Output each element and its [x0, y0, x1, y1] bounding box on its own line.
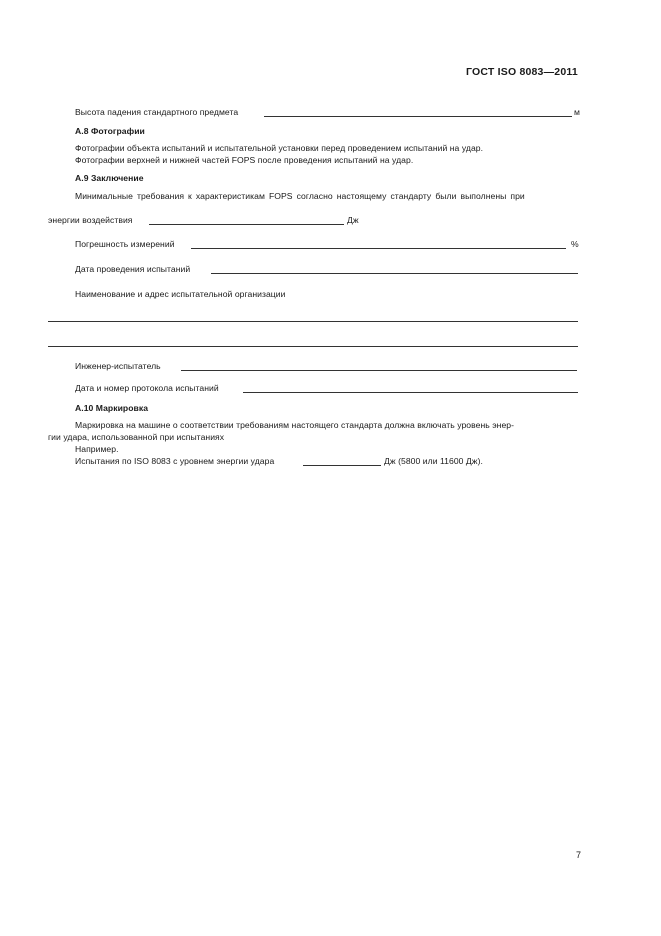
marking-example-suffix: Дж (5800 или 11600 Дж).: [384, 456, 483, 466]
impact-energy-field[interactable]: [149, 224, 344, 225]
marking-line-2: гии удара, использованной при испытаниях: [48, 432, 225, 442]
measurement-error-field[interactable]: [191, 248, 566, 249]
section-marking-heading: А.10 Маркировка: [75, 403, 149, 413]
conclusion-line-1: Минимальные требования к характеристикам FOPS согласно настоящему стандарту были выполнены при: [75, 191, 525, 201]
measurement-error-label: Погрешность измерений: [75, 239, 175, 249]
protocol-field[interactable]: [243, 392, 578, 393]
drop-height-unit: м: [574, 107, 580, 117]
document-standard-header: ГОСТ ISO 8083—2011: [466, 66, 578, 78]
marking-line-1: Маркировка на машине о соответствии требованиям настоящего стандарта должна включать уровень энер-: [75, 420, 515, 430]
test-org-field-line-1[interactable]: [48, 321, 578, 322]
photos-line-2: Фотографии верхней и нижней частей FOPS после проведения испытаний на удар.: [75, 155, 414, 165]
protocol-label: Дата и номер протокола испытаний: [75, 383, 219, 393]
test-org-label: Наименование и адрес испытательной организации: [75, 289, 286, 299]
section-photos-heading: А.8 Фотографии: [75, 126, 145, 136]
section-conclusion-heading: А.9 Заключение: [75, 173, 144, 183]
test-engineer-label: Инженер-испытатель: [75, 361, 161, 371]
drop-height-label: Высота падения стандартного предмета: [75, 107, 239, 117]
marking-example-prefix: Испытания по ISO 8083 с уровнем энергии удара: [75, 456, 275, 466]
photos-line-1: Фотографии объекта испытаний и испытательной установки перед проведением испытаний на удар.: [75, 143, 484, 153]
drop-height-field[interactable]: [264, 116, 572, 117]
test-engineer-field[interactable]: [181, 370, 577, 371]
impact-energy-unit: Дж: [347, 215, 359, 225]
test-date-field[interactable]: [211, 273, 578, 274]
measurement-error-unit: %: [571, 239, 579, 249]
marking-line-3: Например.: [75, 444, 119, 454]
test-date-label: Дата проведения испытаний: [75, 264, 191, 274]
marking-energy-field[interactable]: [303, 465, 381, 466]
impact-energy-label: энергии воздействия: [48, 215, 133, 225]
test-org-field-line-2[interactable]: [48, 346, 578, 347]
page-number: 7: [576, 850, 582, 860]
